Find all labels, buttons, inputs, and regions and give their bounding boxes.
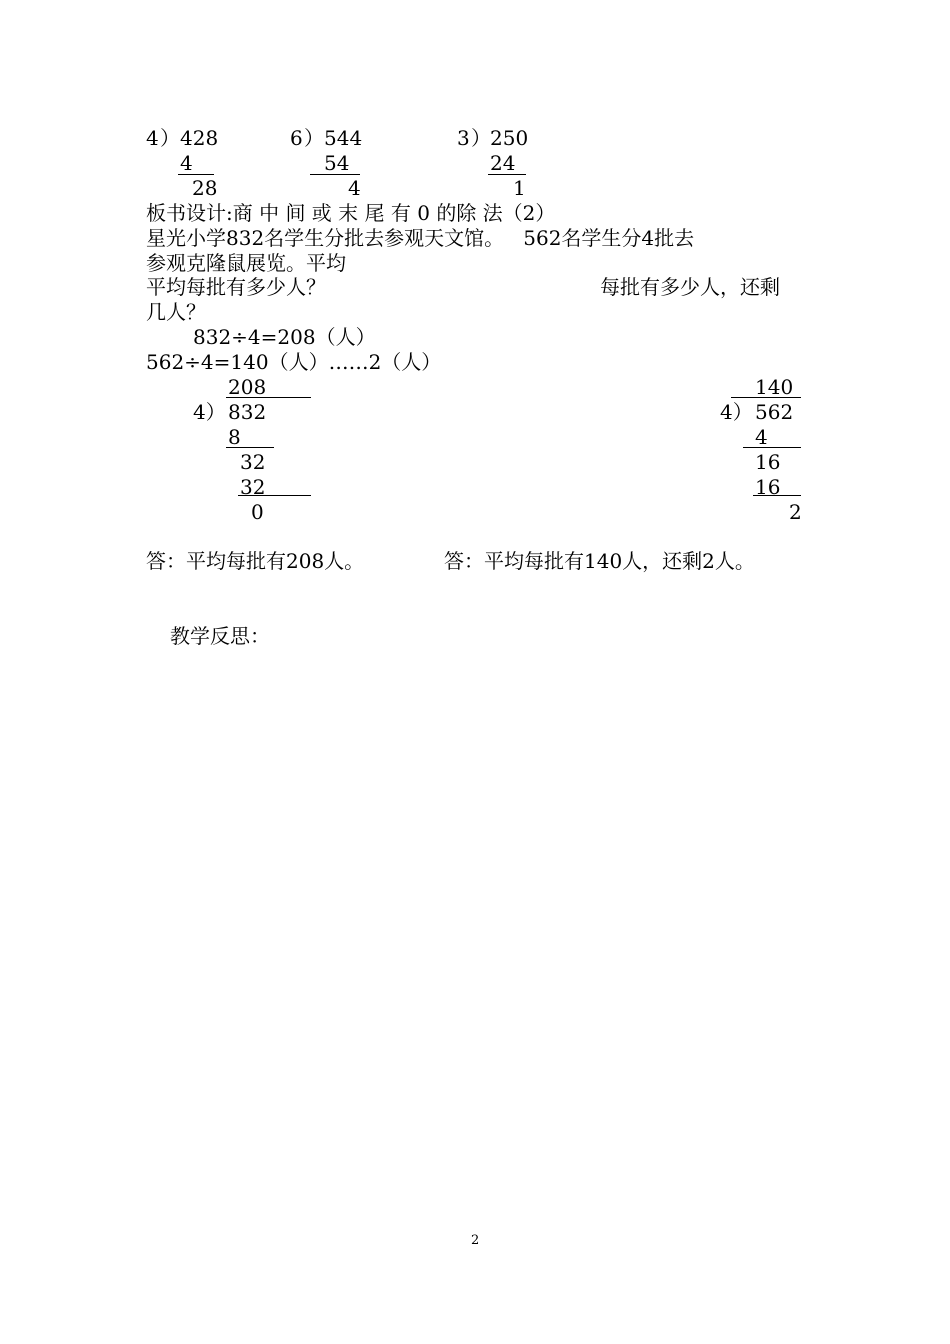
ex2-subtrahend: 54	[324, 151, 350, 175]
teaching-reflection-heading: 教学反思：	[170, 624, 270, 648]
ex3-rule	[488, 174, 526, 175]
ex2-dividend: 544	[324, 126, 363, 150]
answer-left: 答：平均每批有208人。	[146, 549, 365, 573]
ex1-paren: ）	[160, 126, 180, 150]
ex3-paren: ）	[471, 126, 491, 150]
right-dividend: 562	[755, 400, 794, 424]
ex2-paren: ）	[304, 126, 324, 150]
left-divisor: 4）	[193, 400, 226, 424]
ex2-rule	[310, 174, 360, 175]
right-divisor: 4）	[720, 400, 753, 424]
equation-1: 832÷4=208（人）	[193, 325, 376, 349]
left-subtrahend-1: 8	[228, 425, 241, 449]
right-remainder-1: 16	[755, 450, 781, 474]
problem-line-2: 参观克隆鼠展览。平均	[146, 251, 346, 275]
problem-line-3-right: 每批有多少人，还剩	[600, 275, 780, 299]
equation-2: 562÷4=140（人）……2（人）	[146, 350, 442, 374]
left-rule-2	[238, 495, 311, 496]
right-quotient-rule	[731, 397, 801, 398]
problem-line-3-left: 平均每批有多少人？	[146, 275, 326, 299]
ex3-subtrahend: 24	[490, 151, 516, 175]
right-subtrahend-2: 16	[755, 475, 781, 499]
ex3-divisor: 3	[457, 126, 470, 150]
ex1-dividend: 428	[180, 126, 219, 150]
right-remainder-2: 2	[789, 500, 802, 524]
left-dividend: 832	[228, 400, 267, 424]
left-remainder-1: 32	[240, 450, 266, 474]
answer-right: 答：平均每批有140人，还剩2人。	[444, 549, 755, 573]
left-quotient-rule	[226, 397, 311, 398]
right-subtrahend-1: 4	[755, 425, 768, 449]
right-rule-1	[743, 447, 801, 448]
left-rule-1	[226, 447, 274, 448]
right-quotient: 140	[755, 375, 794, 399]
right-rule-2	[753, 495, 801, 496]
ex2-divisor: 6	[290, 126, 303, 150]
ex1-subtrahend: 4	[180, 151, 193, 175]
left-remainder-2: 0	[251, 500, 264, 524]
ex1-rule	[178, 174, 214, 175]
ex2-remainder: 4	[348, 176, 361, 200]
problem-line-1: 星光小学832名学生分批去参观天文馆。 562名学生分4批去	[146, 226, 695, 250]
problem-line-4: 几人？	[146, 300, 206, 324]
ex1-divisor: 4	[146, 126, 159, 150]
ex3-dividend: 250	[490, 126, 529, 150]
left-subtrahend-2: 32	[240, 475, 266, 499]
ex1-remainder: 28	[192, 176, 218, 200]
ex3-remainder: 1	[513, 176, 526, 200]
left-quotient: 208	[228, 375, 267, 399]
board-design-title: 板书设计:商 中 间 或 末 尾 有 0 的除 法（2）	[146, 201, 556, 225]
page-number: 2	[471, 1233, 480, 1248]
